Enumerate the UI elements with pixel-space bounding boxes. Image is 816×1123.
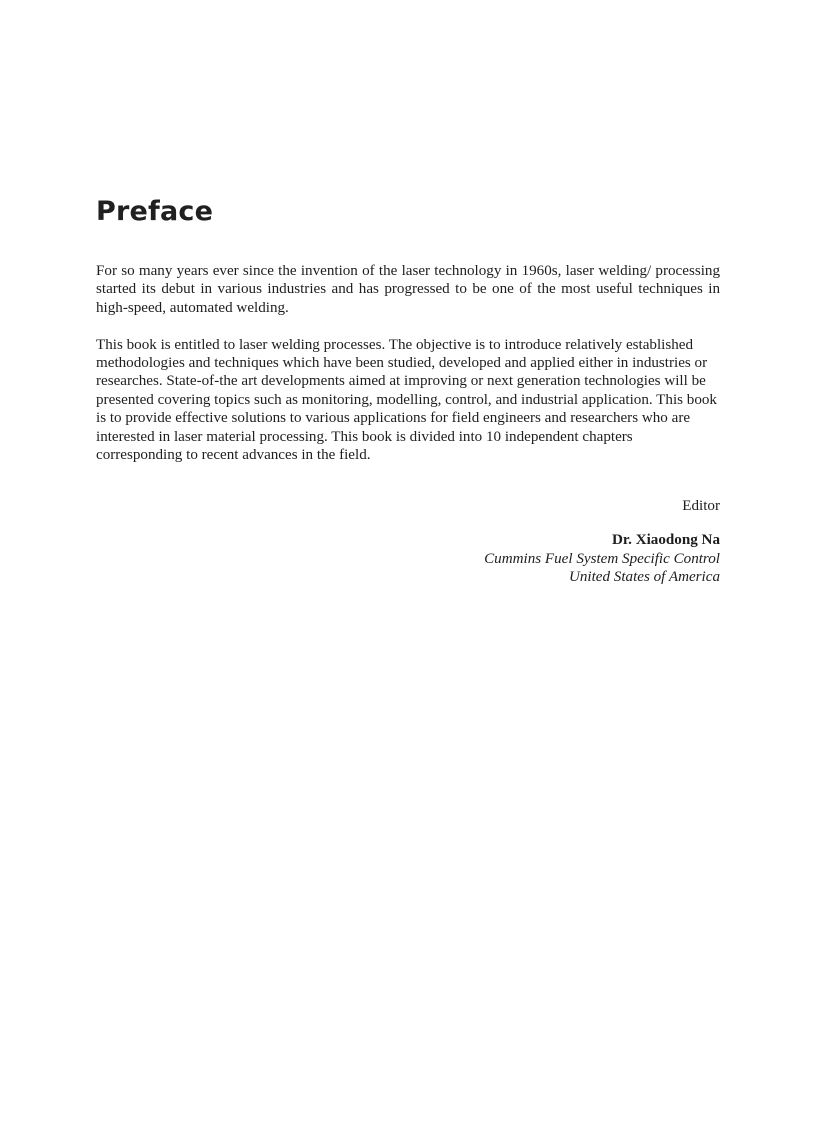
editor-name: Dr. Xiaodong Na: [611, 532, 720, 549]
paragraph-intro: For so many years ever since the invention of the laser technology in 1960s, laser welding/ processing started its debut in various industries and has progressed to be one of the most useful techniques in high-speed, automated welding.: [96, 263, 720, 316]
editor-country: United States of America: [568, 569, 720, 586]
editor-affiliation: Cummins Fuel System Specific Control: [484, 550, 720, 567]
signature-role: Editor: [682, 498, 720, 514]
signature-block: [320, 497, 720, 587]
document-page: [96, 0, 720, 1123]
page-title: Preface: [96, 196, 214, 227]
paragraph-book-overview: This book is entitled to laser welding processes. The objective is to introduce relatively established methodologies and techniques which have been studied, developed and applied either in industries or researches. State-of-the art developments aimed at improving or next generation technologies will be presented covering topics such as monitoring, modelling, control, and industrial application. This book is to provide effective solutions to various applications for field engineers and researchers who are interested in laser material processing. This book is divided into 10 independent chapters corresponding to recent advances in the field.: [96, 336, 717, 464]
preface-body: [96, 262, 720, 483]
